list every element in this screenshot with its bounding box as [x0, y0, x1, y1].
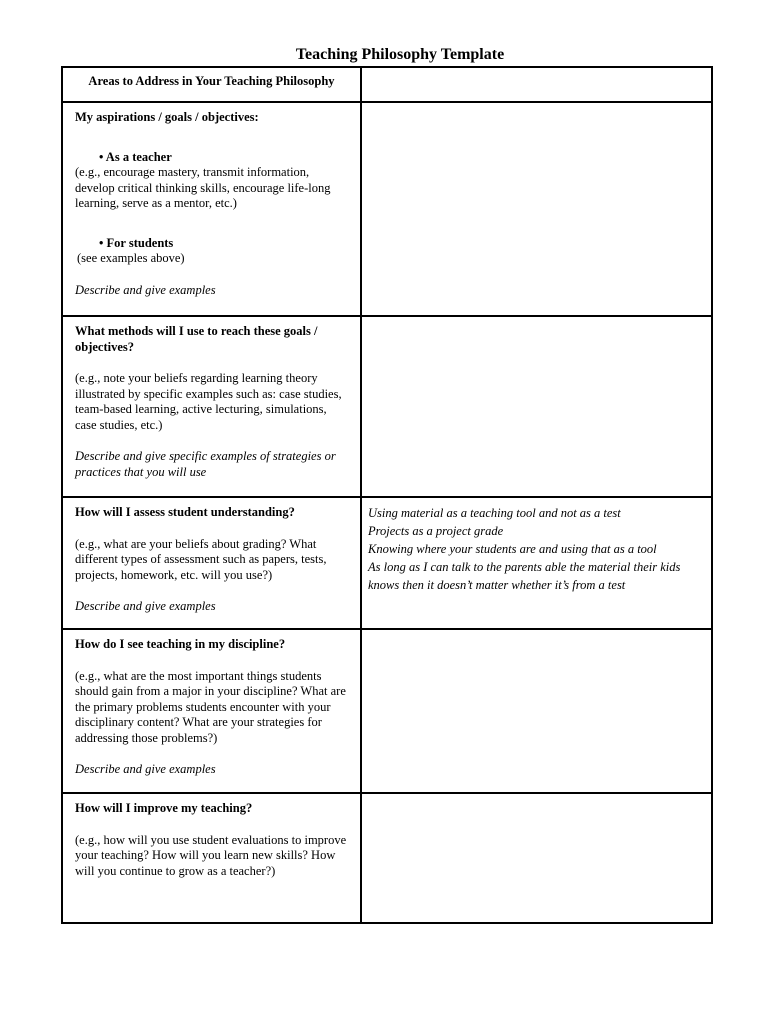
- question-methods: What methods will I use to reach these goals / objectives?: [75, 324, 318, 354]
- description-discipline: (e.g., what are the most important things students should gain from a major in your discipline? What are the primary problems students encounter with your disciplinary content? What are your strategies for addressing those problems?): [75, 668, 346, 745]
- table-row-aspirations: [62, 102, 712, 316]
- bullet-as-a-teacher: • As a teacher: [99, 149, 172, 164]
- header-cell-response[interactable]: [361, 67, 712, 102]
- question-discipline: How do I see teaching in my discipline?: [75, 637, 286, 651]
- header-cell-areas: [62, 67, 361, 102]
- examples-as-a-teacher: (e.g., encourage mastery, transmit information, develop critical thinking skills, encourage life-long learning, serve as a mentor, etc.): [75, 165, 331, 210]
- prompt-cell-aspirations: [62, 102, 361, 316]
- prompt-cell-improve: [62, 793, 361, 923]
- question-improve: How will I improve my teaching?: [75, 801, 253, 815]
- instruction-methods: Describe and give specific examples of strategies or practices that you will use: [75, 449, 336, 479]
- answer-line: Using material as a teaching tool and not as a test: [368, 506, 621, 520]
- prompt-cell-discipline: [62, 629, 361, 793]
- header-label: Areas to Address in Your Teaching Philosophy: [88, 74, 335, 88]
- response-cell-aspirations[interactable]: [361, 102, 712, 316]
- description-assessment: (e.g., what are your beliefs about grading? What different types of assessment such as papers, tests, projects, homework, etc. will you use?): [75, 536, 327, 582]
- answer-line: Knowing where your students are and using that as a tool: [368, 542, 657, 556]
- description-improve: (e.g., how will you use student evaluations to improve your teaching? How will you learn new skills? How will you continue to grow as a teacher?): [75, 832, 347, 878]
- question-assessment: How will I assess student understanding?: [75, 505, 295, 519]
- examples-for-students: (see examples above): [77, 251, 185, 265]
- instruction-aspirations: Describe and give examples: [75, 282, 216, 297]
- table-row-assessment: [62, 497, 712, 629]
- philosophy-table: [61, 66, 713, 924]
- prompt-cell-assessment: [62, 497, 361, 629]
- instruction-assessment: Describe and give examples: [75, 599, 216, 613]
- question-aspirations: My aspirations / goals / objectives:: [75, 110, 259, 124]
- header-response-text: [362, 68, 711, 81]
- instruction-discipline: Describe and give examples: [75, 762, 216, 776]
- table-header-row: [62, 67, 712, 102]
- description-methods: (e.g., note your beliefs regarding learning theory illustrated by specific examples such as: case studies, team-based learning, active lecturing, simulations, case studies, etc.): [75, 371, 342, 432]
- table-row-improve: [62, 793, 712, 923]
- prompt-cell-methods: [62, 316, 361, 497]
- document-title: Teaching Philosophy Template: [295, 46, 505, 63]
- response-cell-improve[interactable]: [361, 793, 712, 923]
- answer-line: Projects as a project grade: [368, 524, 504, 538]
- bullet-for-students: • For students: [99, 235, 174, 250]
- answer-line: As long as I can talk to the parents able the material their kids knows then it doesn’t matter whether it’s from a test: [368, 560, 681, 592]
- table-row-methods: [62, 316, 712, 497]
- response-cell-methods[interactable]: [361, 316, 712, 497]
- response-cell-discipline[interactable]: [361, 629, 712, 793]
- response-cell-assessment[interactable]: [361, 497, 712, 629]
- table-row-discipline: [62, 629, 712, 793]
